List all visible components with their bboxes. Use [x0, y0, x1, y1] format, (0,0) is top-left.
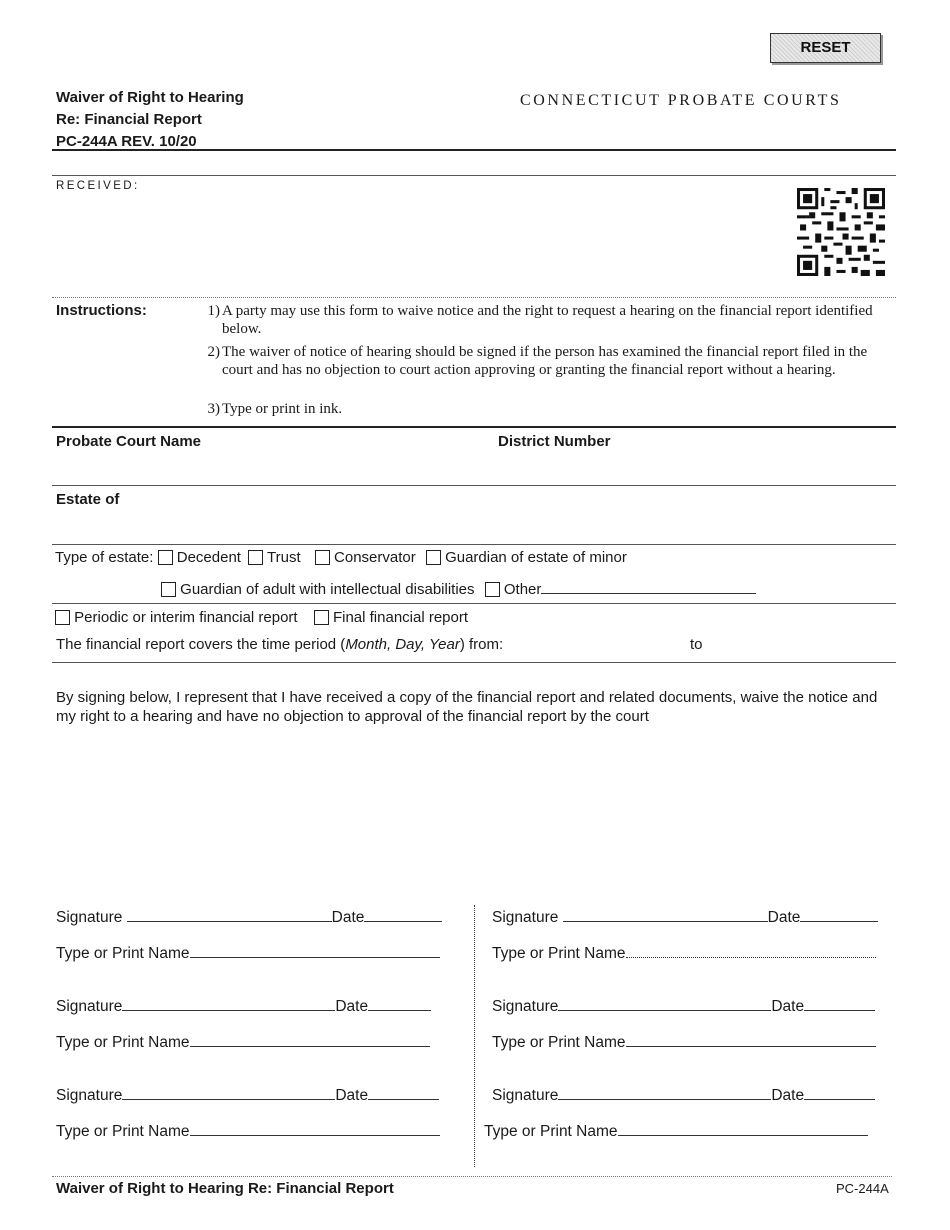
guardian-estate-minor-option-label: Guardian of estate of minor [445, 549, 627, 566]
name-row [56, 1121, 440, 1141]
signature-row [56, 907, 442, 927]
agency-name: CONNECTICUT PROBATE COURTS [520, 92, 842, 109]
instructions-label: Instructions: [56, 302, 147, 319]
period-label-prefix: The financial report covers the time period ( [56, 636, 346, 653]
final-report-label: Final financial report [332, 609, 469, 626]
date-label: Date [335, 998, 369, 1015]
other-input[interactable] [541, 579, 756, 594]
period-from-field[interactable] [535, 634, 680, 654]
court-divider [52, 485, 896, 486]
header-divider [52, 149, 896, 151]
instruction-number: 1) [207, 303, 220, 319]
district-number-label: District Number [498, 433, 611, 450]
signature-label: Signature [56, 909, 123, 926]
print-name-label: Type or Print Name [56, 945, 190, 962]
waiver-statement: By signing below, I represent that I have received a copy of the financial report and related documents, waive the notice and my right to a hearing and have no objection to approval of the financial report by the court [56, 689, 878, 725]
signature-field[interactable] [563, 907, 768, 922]
signature-row [492, 1085, 875, 1105]
date-label: Date [767, 909, 801, 926]
footer-divider [52, 1176, 892, 1177]
footer-form-id: PC-244A [836, 1181, 889, 1196]
name-row [492, 1032, 876, 1052]
trust-checkbox[interactable] [248, 550, 263, 565]
signature-label: Signature [56, 998, 123, 1015]
name-row [56, 1032, 430, 1052]
date-field[interactable] [804, 996, 875, 1011]
signature-row [56, 1085, 439, 1105]
estate-of-label: Estate of [56, 491, 120, 508]
print-name-field[interactable] [190, 1032, 430, 1047]
signature-row [492, 996, 875, 1016]
print-name-label: Type or Print Name [492, 1034, 626, 1051]
date-label: Date [771, 998, 805, 1015]
instruction-number: 2) [207, 344, 220, 360]
footer-title: Waiver of Right to Hearing Re: Financial Report [56, 1180, 394, 1197]
form-title-line2: Re: Financial Report [56, 111, 202, 128]
other-checkbox[interactable] [485, 582, 500, 597]
date-field[interactable] [368, 996, 431, 1011]
print-name-label: Type or Print Name [56, 1123, 190, 1140]
signature-label: Signature [56, 1087, 123, 1104]
probate-court-name-label: Probate Court Name [56, 433, 202, 450]
form-title [56, 87, 244, 153]
report-type-row [55, 609, 468, 626]
trust-option-label: Trust [267, 549, 301, 566]
signature-label: Signature [492, 1087, 559, 1104]
estate-type-label: Type of estate: [55, 549, 154, 566]
periodic-report-label: Periodic or interim financial report [74, 609, 298, 626]
date-field[interactable] [804, 1085, 875, 1100]
instructions-top-divider [52, 297, 896, 298]
signature-label: Signature [492, 998, 559, 1015]
decedent-checkbox[interactable] [158, 550, 173, 565]
date-field[interactable] [368, 1085, 439, 1100]
date-field[interactable] [800, 907, 878, 922]
estate-of-field[interactable] [56, 511, 886, 539]
instruction-text: The waiver of notice of hearing should be signed if the person has examined the financial report filed in the court and has no objection to court action approving or granting the financial report without a hearing. [222, 344, 868, 378]
signature-field[interactable] [558, 996, 771, 1011]
period-label-suffix: ) from: [459, 636, 504, 653]
probate-court-name-field[interactable] [56, 453, 476, 481]
name-row [492, 943, 876, 963]
estate-type-row-2 [161, 579, 756, 598]
signature-row [56, 996, 431, 1016]
period-divider [52, 662, 896, 663]
form-number: PC-244A REV. 10/20 [56, 133, 197, 150]
period-label [56, 636, 503, 653]
instruction-number: 3) [207, 401, 220, 417]
signature-field[interactable] [127, 907, 332, 922]
conservator-checkbox[interactable] [315, 550, 330, 565]
estate-type-divider [52, 603, 896, 604]
name-row [484, 1121, 868, 1141]
print-name-field[interactable] [190, 1121, 440, 1136]
instruction-text: Type or print in ink. [222, 401, 343, 417]
instructions-bottom-divider [52, 426, 896, 428]
print-name-label: Type or Print Name [492, 945, 626, 962]
form-title-line1: Waiver of Right to Hearing [56, 89, 244, 106]
periodic-report-checkbox[interactable] [55, 610, 70, 625]
signature-column-divider [474, 905, 475, 1167]
guardian-estate-minor-checkbox[interactable] [426, 550, 441, 565]
print-name-field[interactable] [626, 943, 876, 958]
date-label: Date [771, 1087, 805, 1104]
signature-field[interactable] [122, 1085, 335, 1100]
decedent-option-label: Decedent [176, 549, 241, 566]
reset-button[interactable]: RESET [770, 33, 881, 63]
signature-field[interactable] [122, 996, 335, 1011]
instruction-text: A party may use this form to waive notice and the right to request a hearing on the financial report identified below. [222, 303, 873, 337]
print-name-label: Type or Print Name [56, 1034, 190, 1051]
date-label: Date [331, 909, 365, 926]
period-label-format: Month, Day, Year [345, 636, 460, 653]
conservator-option-label: Conservator [334, 549, 416, 566]
guardian-adult-checkbox[interactable] [161, 582, 176, 597]
guardian-adult-option-label: Guardian of adult with intellectual disabilities [180, 581, 475, 598]
qr-code-icon [797, 188, 885, 276]
district-number-field[interactable] [498, 453, 888, 481]
final-report-checkbox[interactable] [314, 610, 329, 625]
print-name-field[interactable] [618, 1121, 868, 1136]
period-to-label: to [690, 636, 703, 653]
signature-row [492, 907, 878, 927]
estate-divider [52, 544, 896, 545]
received-label: RECEIVED: [56, 180, 140, 192]
print-name-label: Type or Print Name [484, 1123, 618, 1140]
other-option-label: Other [503, 581, 542, 598]
received-top-divider [52, 175, 896, 176]
period-to-field[interactable] [712, 634, 887, 654]
estate-type-row-1 [55, 549, 627, 566]
signature-field[interactable] [558, 1085, 771, 1100]
date-field[interactable] [364, 907, 442, 922]
date-label: Date [335, 1087, 369, 1104]
print-name-field[interactable] [626, 1032, 876, 1047]
name-row [56, 943, 440, 963]
print-name-field[interactable] [190, 943, 440, 958]
signature-label: Signature [492, 909, 559, 926]
